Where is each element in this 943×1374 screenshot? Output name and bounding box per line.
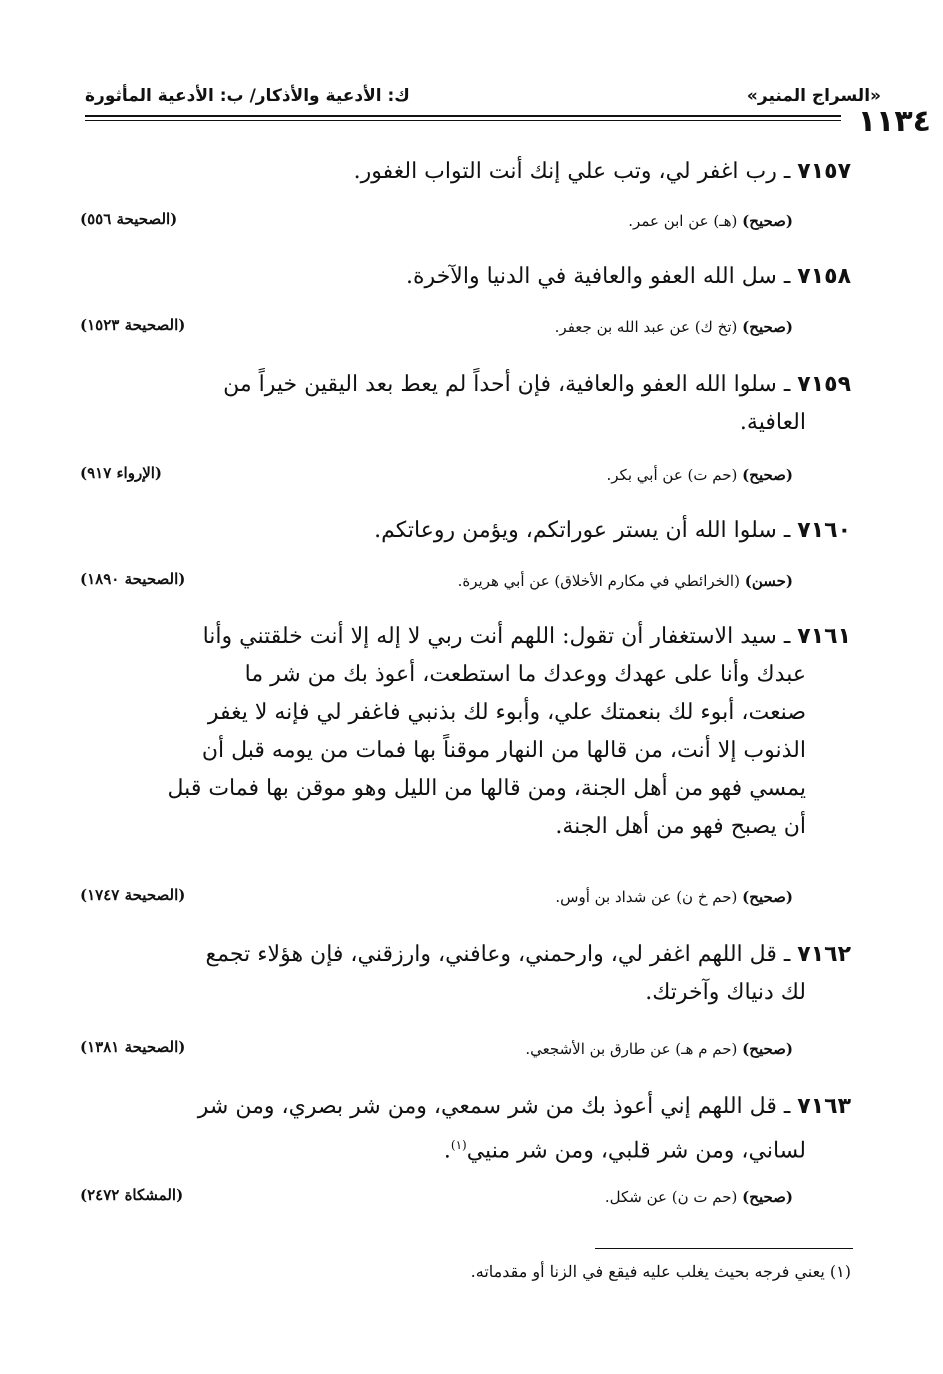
hadith-text: ـ قل اللهم إني أعوذ بك من شر سمعي، ومن شر بصري، ومن شر	[197, 1094, 791, 1119]
grade: (صحيح)	[742, 1040, 793, 1058]
hadith-text-continued	[80, 1126, 851, 1170]
hadith-number: ٧١٦٠	[797, 518, 851, 543]
hadith-entry	[80, 1088, 851, 1170]
source-line	[373, 572, 793, 590]
source: (تخ ك) عن عبد الله بن جعفر.	[554, 318, 738, 336]
grade: (حسن)	[744, 572, 793, 590]
source: (هـ) عن ابن عمر.	[628, 212, 738, 230]
hadith-number: ٧١٦٣	[797, 1094, 851, 1119]
hadith-number: ٧١٥٨	[797, 264, 851, 289]
book-title: «السراج المنير»	[746, 86, 881, 106]
hadith-entry	[80, 512, 851, 550]
footnote	[471, 1262, 851, 1281]
header-rule-thin	[85, 120, 841, 121]
hadith-entry	[80, 258, 851, 296]
grade: (صحيح)	[742, 466, 793, 484]
reference: (الصحيحة ١٥٢٣)	[80, 316, 186, 334]
grade: (صحيح)	[742, 212, 793, 230]
hadith-text: لساني، ومن شر قلبي، ومن شر منيي	[466, 1138, 806, 1164]
grade: (صحيح)	[742, 1188, 793, 1206]
hadith-number: ٧١٥٧	[797, 159, 851, 184]
header-rule	[85, 115, 841, 117]
reference: (الصحيحة ١٨٩٠)	[80, 570, 186, 588]
reference: (الإرواء ٩١٧)	[80, 464, 163, 482]
source-line	[373, 1040, 793, 1058]
hadith-number: ٧١٦١	[797, 624, 851, 649]
page-number: ١١٣٤	[857, 104, 931, 139]
reference: (الصحيحة ٥٥٦)	[80, 210, 178, 228]
section-title: ك: الأدعية والأذكار/ ب: الأدعية المأثورة	[85, 86, 410, 106]
reference: (المشكاة ٢٤٧٢)	[80, 1186, 184, 1204]
source: (حم خ ن) عن شداد بن أوس.	[555, 888, 738, 906]
hadith-text: ـ قل اللهم اغفر لي، وارحمني، وعافني، وارزقني، فإن هؤلاء تجمع	[205, 942, 791, 967]
running-header	[85, 82, 931, 139]
hadith-entry	[80, 366, 851, 442]
footnote-text: يعني فرجه بحيث يغلب عليه فيقع في الزنا أو مقدماته.	[470, 1262, 825, 1281]
hadith-text-continued: الذنوب إلا أنت، من قالها من النهار موقناً بها فمات من يومه قبل أن	[201, 738, 806, 763]
hadith-text: ـ سل الله العفو والعافية في الدنيا والآخرة.	[406, 264, 791, 289]
hadith-text-continued: يمسي فهو من أهل الجنة، ومن قالها من الليل وهو موقن بها فمات قبل	[167, 776, 806, 801]
source: (حم م هـ) عن طارق بن الأشجعي.	[525, 1040, 738, 1058]
hadith-text-continued: صنعت، أبوء لك بنعمتك علي، وأبوء لك بذنبي فاغفر لي فإنه لا يغفر	[207, 700, 806, 725]
hadith-number: ٧١٦٢	[797, 942, 851, 967]
grade: (صحيح)	[742, 888, 793, 906]
hadith-text: ـ سلوا الله العفو والعافية، فإن أحداً لم يعط بعد اليقين خيراً من	[223, 372, 791, 397]
source-line	[373, 466, 793, 484]
reference: (الصحيحة ١٣٨١)	[80, 1038, 186, 1056]
hadith-entry	[80, 936, 851, 1012]
source-line	[373, 318, 793, 336]
source: (حم ت) عن أبي بكر.	[606, 466, 738, 484]
hadith-entry	[80, 153, 851, 191]
hadith-text-continued: أن يصبح فهو من أهل الجنة.	[555, 814, 806, 839]
reference: (الصحيحة ١٧٤٧)	[80, 886, 186, 904]
source-line	[373, 212, 793, 230]
hadith-text: ـ سلوا الله أن يستر عوراتكم، ويؤمن روعاتكم.	[374, 518, 791, 543]
source-line	[373, 888, 793, 906]
hadith-text-continued: العافية.	[739, 410, 806, 435]
source-line	[373, 1188, 793, 1206]
source: (حم ت ن) عن شكل.	[604, 1188, 738, 1206]
footnote-marker[interactable]: (١)	[450, 1138, 467, 1152]
footnote-rule	[595, 1248, 853, 1249]
hadith-number: ٧١٥٩	[797, 372, 851, 397]
footnote-mark: (١)	[829, 1262, 851, 1281]
source: (الخرائطي في مكارم الأخلاق) عن أبي هريرة.	[457, 572, 740, 590]
hadith-text: ـ رب اغفر لي، وتب علي إنك أنت التواب الغفور.	[353, 159, 791, 184]
hadith-text: ـ سيد الاستغفار أن تقول: اللهم أنت ربي لا إله إلا أنت خلقتني وأنا	[202, 624, 791, 649]
grade: (صحيح)	[742, 318, 793, 336]
hadith-text-continued: عبدك وأنا على عهدك ووعدك ما استطعت، أعوذ بك من شر ما	[244, 662, 806, 687]
terminal-period: .	[443, 1138, 451, 1164]
hadith-entry	[80, 618, 851, 846]
hadith-text-continued: لك دنياك وآخرتك.	[645, 980, 806, 1005]
